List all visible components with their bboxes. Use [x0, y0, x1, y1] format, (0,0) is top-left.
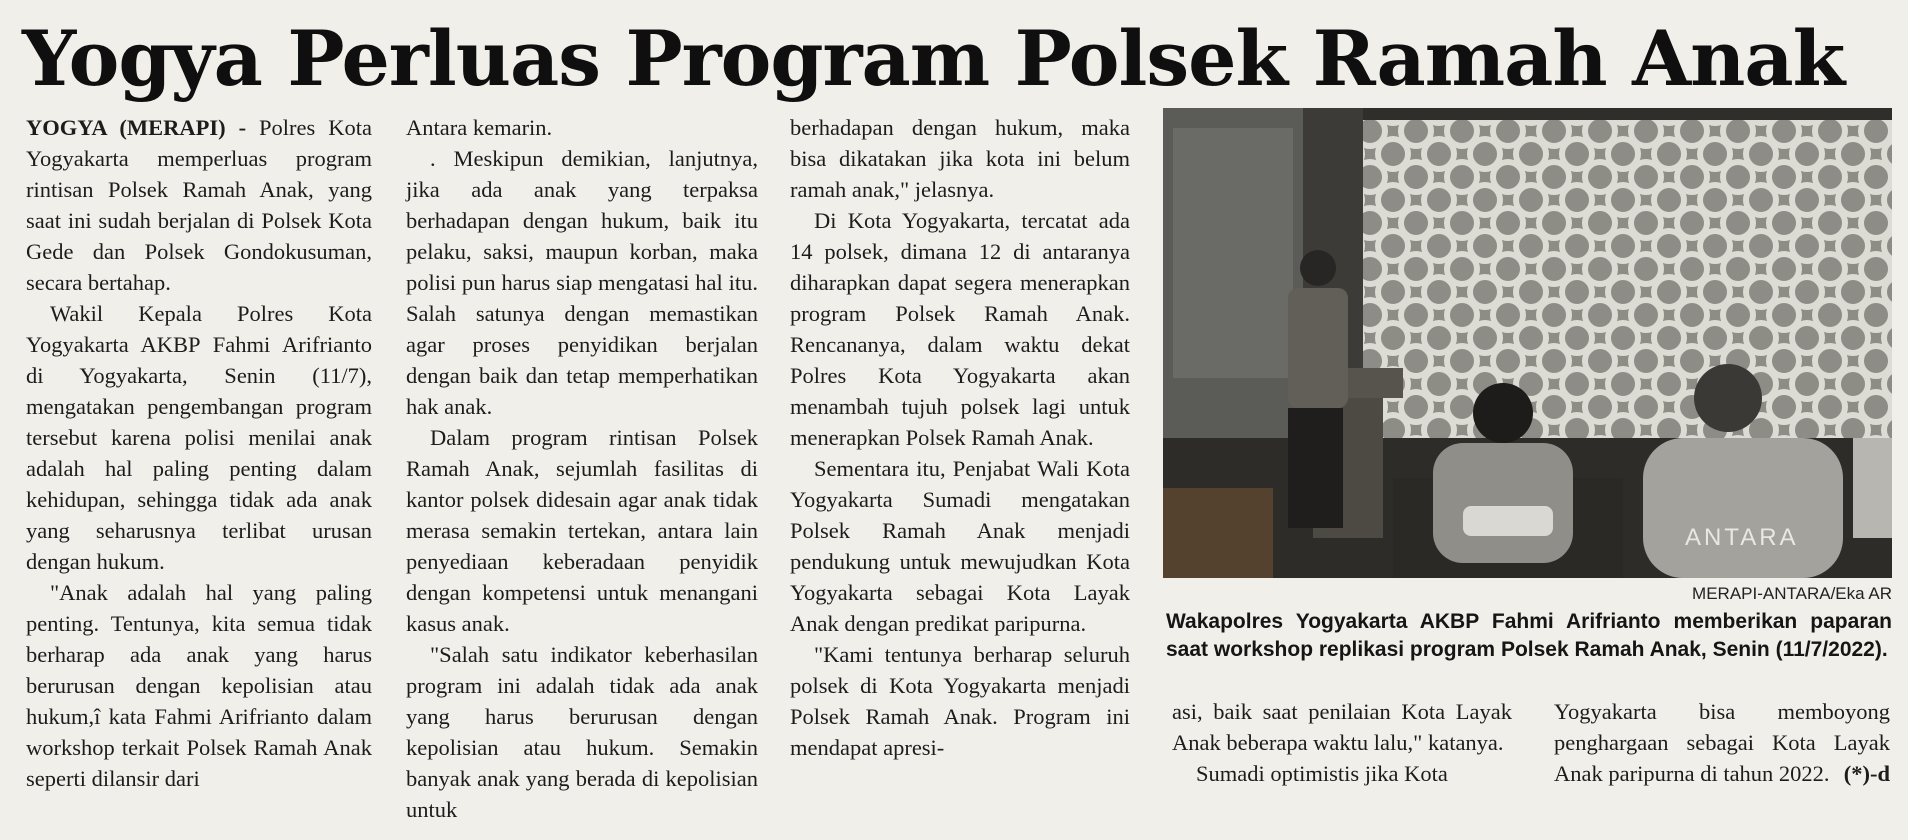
article-paragraph: [1554, 696, 1890, 789]
paragraph-text: Yogyakarta bisa memboyong penghargaan sebagai Kota Layak Anak paripurna di tahun 2022.: [1554, 699, 1890, 786]
article-paragraph: asi, baik saat penilaian Kota Layak Anak beberapa waktu lalu," katanya.: [1172, 699, 1512, 755]
author-signoff: (*)-d: [1843, 761, 1890, 786]
paragraph-text: Polres Kota Yogyakarta memperluas program rintisan Polsek Ramah Anak, yang saat ini sudah berjalan di Polsek Kota Gede dan Polsek Gondokusuman, secara bertahap.: [26, 115, 372, 295]
photo-credit: MERAPI-ANTARA/Eka AR: [1692, 584, 1892, 603]
antara-watermark: ANTARA: [1685, 524, 1799, 551]
article-column-4: [1172, 696, 1512, 789]
dateline: YOGYA (MERAPI) -: [26, 115, 247, 140]
article-paragraph: Sumadi optimistis jika Kota: [1196, 761, 1448, 786]
article-paragraph: Antara kemarin.: [406, 115, 553, 140]
article-paragraph: berhadapan dengan hukum, maka bisa dikatakan jika kota ini belum ramah anak," jelasnya.: [790, 115, 1130, 202]
article-column-2: [406, 112, 758, 825]
article-column-3: [790, 112, 1130, 763]
article-paragraph: "Salah satu indikator keberhasilan program ini adalah tidak ada anak yang harus berurusan dengan kepolisian atau hukum. Semakin banyak anak yang berada di kepolisian untuk: [406, 642, 758, 822]
photo-caption: Wakapolres Yogyakarta AKBP Fahmi Arifrianto memberikan paparan saat workshop replikasi program Polsek Ramah Anak, Senin (11/7/2022).: [1166, 610, 1892, 661]
article-paragraph: Sementara itu, Penjabat Wali Kota Yogyakarta Sumadi mengatakan Polsek Ramah Anak menjadi pendukung untuk mewujudkan Kota Yogyakarta sebagai Kota Layak Anak dengan predikat paripurna.: [790, 456, 1130, 636]
article-column-1: [26, 112, 372, 794]
photo-illustration: [1163, 108, 1892, 578]
news-photo: [1163, 108, 1892, 578]
article-column-5: [1554, 696, 1890, 789]
article-paragraph: Wakil Kepala Polres Kota Yogyakarta AKBP Fahmi Arifrianto di Yogyakarta, Senin (11/7), mengatakan pengembangan program tersebut karena polisi menilai anak adalah hal paling penting dalam kehidupan, sehingga tidak ada anak yang seharusnya terlibat urusan dengan hukum.: [26, 301, 372, 574]
article-paragraph: Dalam program rintisan Polsek Ramah Anak, sejumlah fasilitas di kantor polsek didesain agar anak tidak merasa semakin tertekan, antara lain penyediaan keberadaan penyidik dengan kompetensi untuk menangani kasus anak.: [406, 425, 758, 636]
article-paragraph: . Meskipun demikian, lanjutnya, jika ada anak yang terpaksa berhadapan dengan hukum, baik itu pelaku, saksi, maupun korban, maka polisi pun harus siap mengatasi hal itu. Salah satunya dengan memastikan agar proses penyidikan berjalan dengan baik dan tetap memperhatikan hak anak.: [406, 146, 758, 419]
headline: Yogya Perluas Program Polsek Ramah Anak: [22, 14, 1845, 103]
article-paragraph: "Anak adalah hal yang paling penting. Tentunya, kita semua tidak berharap ada anak yang harus berurusan dengan kepolisian atau hukum,î kata Fahmi Arifrianto dalam workshop terkait Polsek Ramah Anak seperti dilansir dari: [26, 580, 372, 791]
article-paragraph: [26, 112, 372, 298]
article-paragraph: "Kami tentunya berharap seluruh polsek di Kota Yogyakarta menjadi Polsek Ramah Anak. Program ini mendapat apresi-: [790, 642, 1130, 760]
article-paragraph: Di Kota Yogyakarta, tercatat ada 14 polsek, dimana 12 di antaranya diharapkan dapat segera menerapkan program Polsek Ramah Anak. Rencananya, dalam waktu dekat Polres Kota Yogyakarta akan menambah tujuh polsek lagi untuk menerapkan Polsek Ramah Anak.: [790, 208, 1130, 450]
